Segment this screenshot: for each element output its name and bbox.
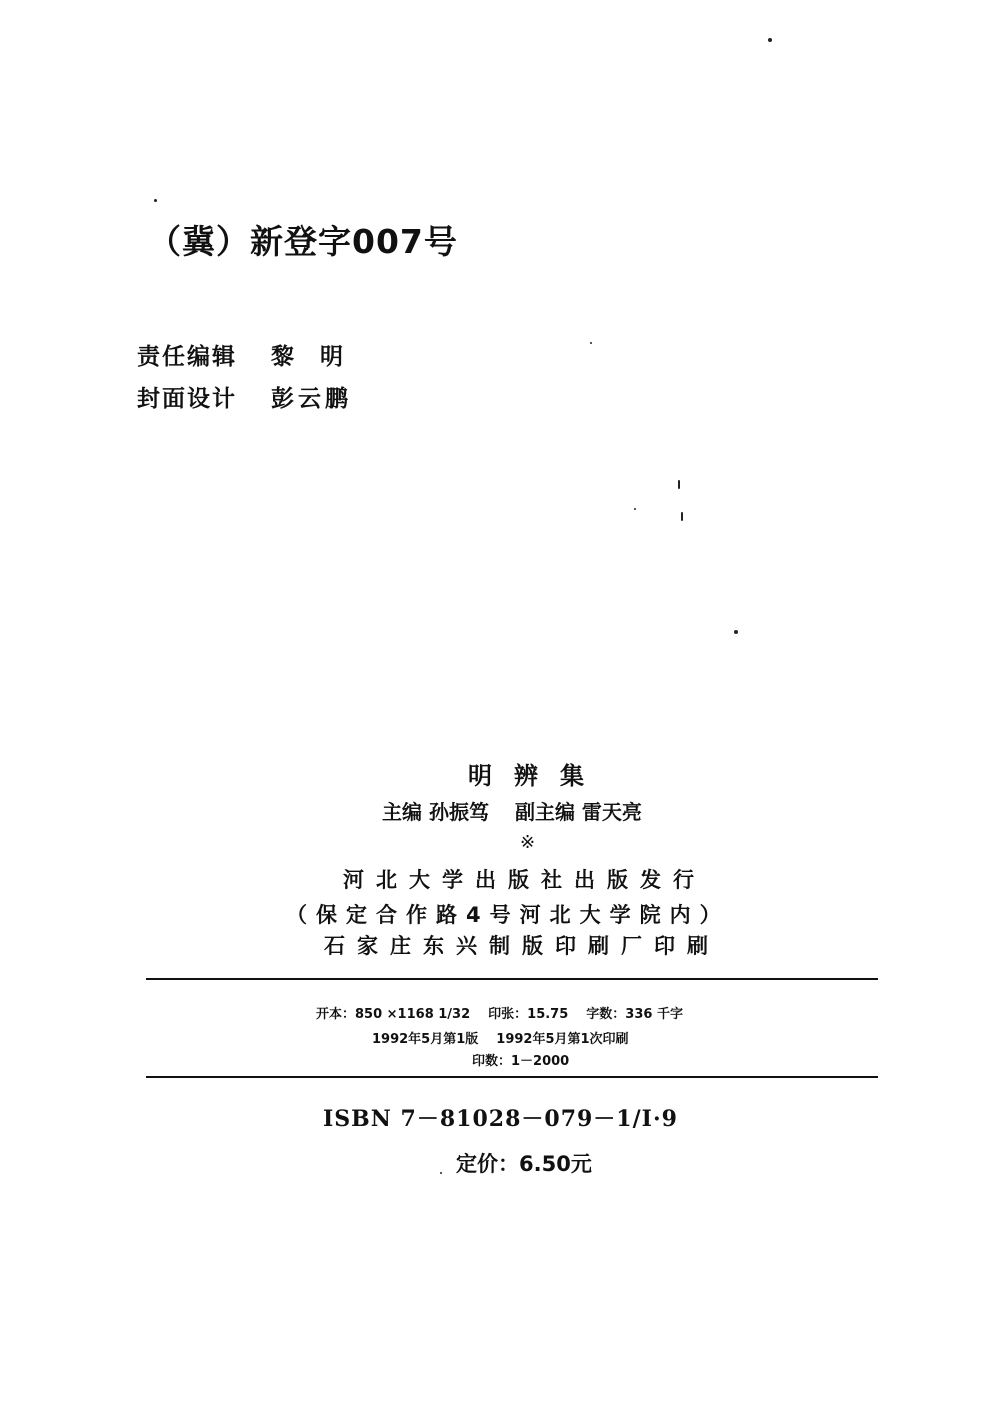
registration-number: （冀）新登字007号 <box>148 222 458 261</box>
cover-designer-name: 彭云鹏 <box>271 386 352 412</box>
scan-speck <box>154 199 157 202</box>
spec-line-print-run <box>472 1050 587 1069</box>
divider-top <box>146 978 878 980</box>
isbn-number: ISBN 7－81028－079－1/I·9 <box>323 1106 678 1132</box>
editor-role-label: 责任编辑 <box>137 344 237 370</box>
scan-speck <box>681 512 683 521</box>
scan-speck <box>590 342 592 344</box>
word-count-spec: 字数：336 千字 <box>586 1007 683 1022</box>
editor-name: 黎明 <box>271 344 369 370</box>
publisher-line: 河北大学出版社出版发行 <box>343 868 706 892</box>
price-label: 定价：6.50元 <box>456 1152 592 1176</box>
chief-editor: 主编 孙振笃 <box>382 800 489 824</box>
credit-editor-row <box>137 338 369 371</box>
sheets-spec: 印张：15.75 <box>488 1007 569 1022</box>
credit-design-row <box>137 380 352 413</box>
scan-speck <box>768 38 772 42</box>
book-title: 明辨集 <box>468 762 606 790</box>
spec-line-format <box>316 1003 701 1022</box>
edition-spec: 1992年5月第1版 <box>372 1032 479 1047</box>
publisher-address: （保定合作路4号河北大学院内） <box>286 903 730 927</box>
printer-line: 石家庄东兴制版印刷厂印刷 <box>324 934 720 958</box>
deputy-editor: 副主编 雷天亮 <box>514 800 642 824</box>
printing-spec: 1992年5月第1次印刷 <box>496 1032 629 1047</box>
editors-line <box>382 796 650 825</box>
spec-line-edition <box>372 1028 647 1047</box>
scan-speck <box>734 630 738 634</box>
print-run-spec: 印数：1－2000 <box>472 1054 570 1069</box>
format-spec: 开本：850 ×1168 1/32 <box>316 1007 471 1022</box>
cover-design-role-label: 封面设计 <box>137 386 237 412</box>
scan-speck <box>440 1172 442 1174</box>
reference-mark-ornament: ※ <box>520 832 536 853</box>
scan-speck <box>678 480 680 489</box>
divider-bottom <box>146 1076 878 1078</box>
scan-speck <box>634 508 636 510</box>
